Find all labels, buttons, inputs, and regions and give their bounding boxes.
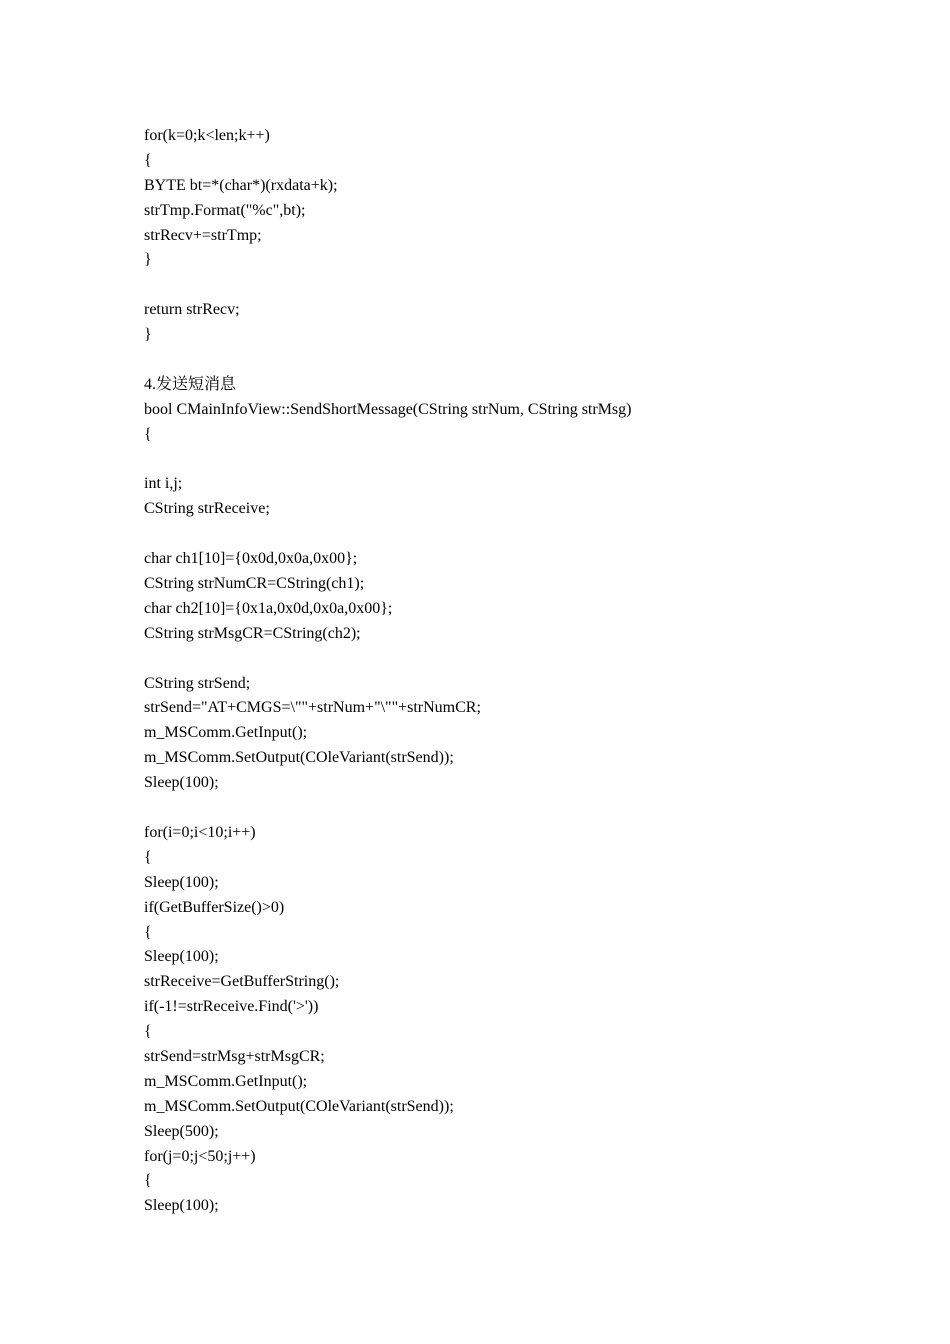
code-line: int i,j; [144,475,183,493]
code-line: CString strMsgCR=CString(ch2); [144,624,361,642]
code-line: { [144,1023,152,1041]
code-line: CString strNumCR=CString(ch1); [144,575,365,593]
code-line: { [144,923,152,941]
blank-line [144,348,864,373]
code-line: 4.发送短消息 [144,375,237,393]
blank-line [144,796,864,821]
code-line: char ch1[10]={0x0d,0x0a,0x00}; [144,550,358,568]
code-line: { [144,848,152,866]
code-line: for(i=0;i<10;i++) [144,823,256,841]
code-line: { [144,1172,152,1190]
code-line: strRecv+=strTmp; [144,226,262,244]
code-line: strSend=strMsg+strMsgCR; [144,1047,325,1065]
code-line: CString strReceive; [144,500,270,518]
code-line: bool CMainInfoView::SendShortMessage(CString strNum, CString strMsg) [144,400,632,418]
code-line: char ch2[10]={0x1a,0x0d,0x0a,0x00}; [144,599,393,617]
code-line: if(GetBufferSize()>0) [144,898,285,916]
blank-line [144,448,864,473]
code-line: return strRecv; [144,301,240,319]
code-line: strSend="AT+CMGS=\""+strNum+"\""+strNumCR; [144,699,481,717]
code-line: if(-1!=strReceive.Find('>')) [144,998,319,1016]
code-line: } [144,251,152,269]
code-line: for(k=0;k<len;k++) [144,127,270,144]
code-line: strReceive=GetBufferString(); [144,973,340,991]
code-line: m_MSComm.GetInput(); [144,724,308,742]
code-line: Sleep(100); [144,1197,219,1215]
code-line: strTmp.Format("%c",bt); [144,201,306,219]
code-line: { [144,151,152,169]
code-line: Sleep(100); [144,873,219,891]
code-line: Sleep(100); [144,948,219,966]
code-line: m_MSComm.GetInput(); [144,1072,308,1090]
code-line: m_MSComm.SetOutput(COleVariant(strSend)); [144,749,454,767]
code-line: Sleep(100); [144,774,219,792]
code-line: Sleep(500); [144,1122,219,1140]
blank-line [144,273,864,298]
code-line: BYTE bt=*(char*)(rxdata+k); [144,176,338,194]
blank-line [144,647,864,672]
code-line: CString strSend; [144,674,251,692]
code-line: for(j=0;j<50;j++) [144,1147,256,1165]
code-line: { [144,425,152,443]
code-line: m_MSComm.SetOutput(COleVariant(strSend)); [144,1097,454,1115]
code-listing [144,124,864,1219]
code-line: } [144,326,152,344]
blank-line [144,522,864,547]
